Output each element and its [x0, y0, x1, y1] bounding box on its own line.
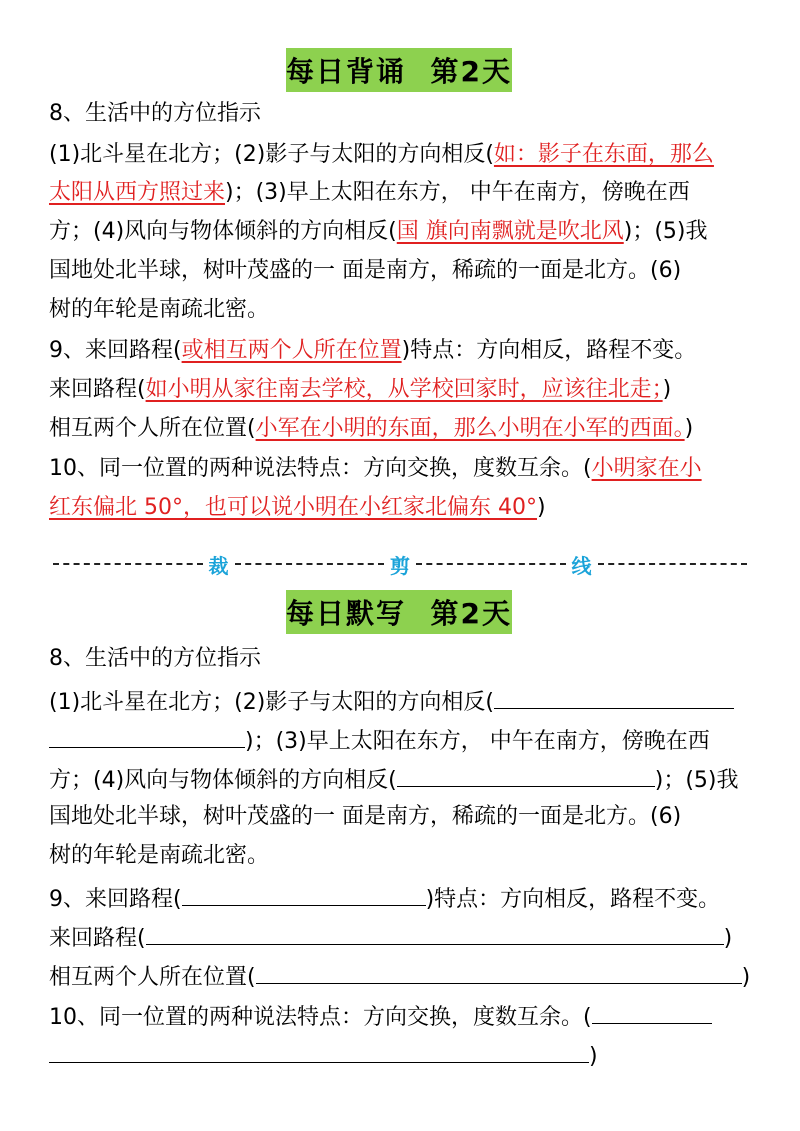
answer-blank[interactable]	[49, 725, 245, 748]
recite-line-2: 太阳从西方照过来)；(3)早上太阳在东方， 中午在南方，傍晚在西	[49, 180, 690, 205]
recite-line-6: 9、来回路程(或相互两个人所在位置)特点：方向相反，路程不变。	[49, 338, 697, 363]
dash-segment	[235, 563, 385, 565]
dictation-heading: 8、生活中的方位指示	[49, 646, 261, 671]
dictation-line-9: 10、同一位置的两种说法特点：方向交换，度数互余。(	[49, 1001, 712, 1032]
dictation-line-8: 相互两个人所在位置( )	[49, 961, 750, 992]
dictation-line-10: )	[49, 1040, 598, 1071]
dash-segment	[416, 563, 566, 565]
answer-blank[interactable]	[592, 1001, 712, 1024]
answer-blank[interactable]	[146, 922, 724, 945]
recite-line-8: 相互两个人所在位置(小军在小明的东面，那么小明在小军的西面。)	[49, 416, 694, 441]
recite-line-1: (1)北斗星在北方；(2)影子与太阳的方向相反(如：影子在东面，那么	[49, 142, 714, 167]
dictation-line-4: 国地处北半球，树叶茂盛的一 面是南方，稀疏的一面是北方。(6)	[49, 804, 682, 829]
dash-segment	[598, 563, 748, 565]
answer-text: 如小明从家往南去学校，从学校回家时，应该往北走；	[145, 377, 663, 402]
dash-segment	[53, 563, 203, 565]
answer-text: 或相互两个人所在位置	[181, 338, 402, 363]
cut-word: 裁	[208, 553, 229, 578]
cut-word: 线	[571, 553, 592, 578]
cut-line	[49, 552, 751, 576]
dictation-line-2: )；(3)早上太阳在东方， 中午在南方，傍晚在西	[49, 725, 710, 756]
recite-line-10: 红东偏北 50°，也可以说小明在小红家北偏东 40°)	[49, 495, 546, 520]
answer-blank[interactable]	[49, 1040, 589, 1063]
recite-title	[286, 48, 512, 92]
dictation-title-day: 第2天	[430, 597, 512, 630]
recite-line-4: 国地处北半球，树叶茂盛的一 面是南方，稀疏的一面是北方。(6)	[49, 258, 682, 283]
answer-blank[interactable]	[256, 961, 742, 984]
answer-text: 红东偏北 50°，也可以说小明在小红家北偏东 40°	[49, 495, 537, 520]
recite-line-9: 10、同一位置的两种说法特点：方向交换，度数互余。(小明家在小	[49, 456, 702, 481]
answer-blank[interactable]	[494, 686, 734, 709]
dictation-title-main: 每日默写	[286, 597, 407, 630]
dictation-title	[286, 590, 512, 634]
recite-title-main: 每日背诵	[286, 55, 407, 88]
cut-word: 剪	[390, 553, 410, 578]
answer-text: 国 旗向南飘就是吹北风	[396, 219, 624, 244]
recite-line-7: 来回路程(如小明从家往南去学校，从学校回家时，应该往北走；)	[49, 377, 672, 402]
answer-text: 如：影子在东面，那么	[493, 142, 714, 167]
dictation-line-5: 树的年轮是南疏北密。	[49, 843, 270, 868]
answer-text: 小军在小明的东面，那么小明在小军的西面。	[255, 416, 685, 441]
recite-title-day: 第2天	[430, 55, 512, 88]
answer-blank[interactable]	[397, 764, 655, 787]
answer-text: 小明家在小	[591, 456, 702, 481]
answer-text: 太阳从西方照过来	[49, 180, 226, 205]
recite-line-3: 方；(4)风向与物体倾斜的方向相反(国 旗向南飘就是吹北风)；(5)我	[49, 219, 708, 244]
recite-line-5: 树的年轮是南疏北密。	[49, 297, 270, 322]
recite-heading: 8、生活中的方位指示	[49, 101, 261, 126]
dictation-line-6: 9、来回路程( )特点：方向相反，路程不变。	[49, 883, 720, 914]
answer-blank[interactable]	[182, 883, 426, 906]
dictation-line-7: 来回路程( )	[49, 922, 732, 953]
dictation-line-3: 方；(4)风向与物体倾斜的方向相反( )；(5)我	[49, 764, 739, 795]
dictation-line-1: (1)北斗星在北方；(2)影子与太阳的方向相反(	[49, 686, 734, 717]
